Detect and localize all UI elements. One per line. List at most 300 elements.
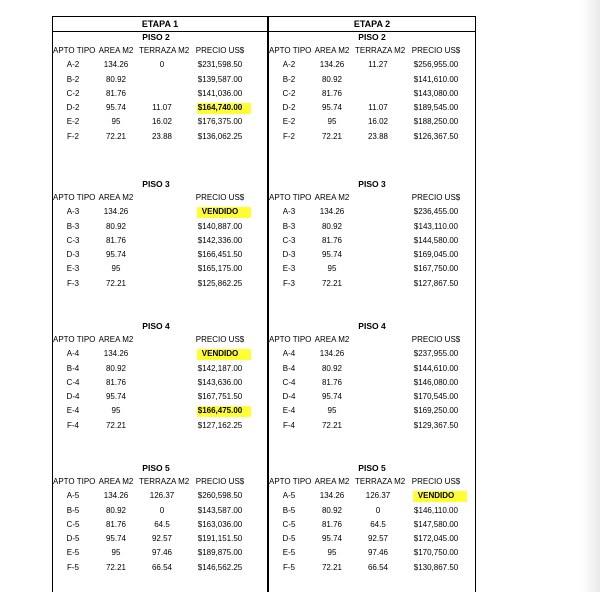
terraza-header: TERRAZA M2 [139,46,190,55]
terraza-cell: 23.88 [151,131,173,141]
area-cell: 95.74 [105,392,127,402]
table-row [53,234,259,248]
area-cell: 95.74 [321,250,343,260]
apto-cell: D-2 [282,103,296,113]
table-row [53,390,259,404]
precio-cell [185,404,255,418]
table-row [53,404,259,418]
apto-cell: F-5 [283,562,295,572]
apto-cell: F-2 [67,131,79,141]
area-cell: 72.21 [105,278,127,288]
apto-cell: D-5 [66,534,80,544]
table-row [269,347,475,361]
precio-value: VENDIDO [201,207,239,217]
precio-cell: $169,250.00 [413,406,459,416]
terraza-cell [139,347,185,361]
terraza-cell: 66.54 [367,562,389,572]
area-cell: 95.74 [105,534,127,544]
apto-cell: C-3 [66,235,80,245]
terraza-cell [139,248,185,262]
area-cell: 81.76 [321,88,343,98]
precio-cell: $127,867.50 [413,278,459,288]
precio-value: $164,740.00 [197,103,243,113]
area-cell: 95.74 [321,534,343,544]
precio-cell: $142,187.00 [197,363,243,373]
area-cell: 81.76 [321,377,343,387]
terraza-cell: 64.5 [154,519,170,529]
terraza-cell [139,362,185,376]
table-row [53,248,259,262]
terraza-cell [355,220,401,234]
terraza-cell [355,390,401,404]
apto-cell: E-2 [282,117,296,127]
table-row [269,205,475,219]
area-cell: 80.92 [105,505,127,515]
terraza-cell: 11.07 [368,103,388,113]
etapa-1-title: ETAPA 1 [141,19,179,29]
terraza-cell [355,362,401,376]
precio-cell: $142,336.00 [197,235,243,245]
piso-title: PISO 2 [142,32,170,42]
area-cell: 80.92 [105,221,127,231]
apto-cell: C-2 [66,88,80,98]
etapa-1-piso-section [53,178,259,291]
precio-cell: $139,587.00 [197,74,243,84]
terraza-cell: 0 [159,505,165,515]
terraza-header [355,191,401,205]
precio-cell: $136,062.25 [197,131,243,141]
apto-cell: B-5 [66,505,80,515]
terraza-cell [139,87,185,101]
apto-cell: B-4 [66,363,80,373]
table-row [269,561,475,575]
area-cell: 81.76 [321,235,343,245]
terraza-cell [139,404,185,418]
precio-cell: $141,610.00 [413,74,459,84]
precio-cell: $147,580.00 [413,519,459,529]
terraza-cell [139,234,185,248]
precio-cell: $146,562.25 [197,562,243,572]
precio-cell: $127,162.25 [197,420,243,430]
terraza-cell: 64.5 [370,519,386,529]
apto-cell: C-5 [282,519,296,529]
precio-cell: $170,750.00 [413,548,459,558]
terraza-cell: 0 [375,505,381,515]
precio-cell: $236,455.00 [413,207,459,217]
apto-cell: C-4 [282,377,296,387]
table-row [269,73,475,87]
apto-header: APTO TIPO [53,193,96,202]
etapa-2-piso-section [269,462,475,575]
area-cell: 95 [327,548,337,558]
terraza-cell [355,248,401,262]
area-cell: 72.21 [321,562,343,572]
apto-cell: D-4 [66,392,80,402]
precio-cell: $189,545.00 [413,103,459,113]
table-row [53,532,259,546]
table-row [53,87,259,101]
area-cell: 80.92 [321,363,343,373]
table-row [53,376,259,390]
terraza-cell [139,205,185,219]
area-cell: 95.74 [105,250,127,260]
precio-cell: $143,110.00 [414,221,458,231]
precio-cell: $188,250.00 [413,117,459,127]
apto-cell: F-2 [283,131,295,141]
apto-header: APTO TIPO [53,335,96,344]
etapa-2-title: ETAPA 2 [353,19,391,29]
area-cell: 134.26 [103,60,129,70]
area-header: AREA M2 [314,46,350,55]
table-row [53,101,259,115]
precio-cell [401,489,471,503]
area-cell: 80.92 [105,74,127,84]
precio-cell: $167,750.00 [413,264,459,274]
terraza-cell [355,87,401,101]
table-row [53,73,259,87]
table-row [269,532,475,546]
terraza-cell [139,262,185,276]
apto-cell: F-3 [67,278,79,288]
terraza-header: TERRAZA M2 [355,46,406,55]
terraza-cell: 11.27 [368,60,388,70]
table-row [269,362,475,376]
terraza-cell: 92.57 [367,534,389,544]
terraza-cell [355,347,401,361]
precio-cell: $231,598.50 [197,60,243,70]
area-cell: 134.26 [319,491,345,501]
apto-cell: D-4 [282,392,296,402]
area-cell: 134.26 [319,349,345,359]
piso-title: PISO 4 [142,321,170,331]
table-row [269,115,475,129]
area-cell: 81.76 [105,235,127,245]
table-row [53,130,259,144]
area-cell: 134.26 [103,207,129,217]
area-cell: 95.74 [105,103,127,113]
table-row [269,262,475,276]
table-row [53,277,259,291]
terraza-cell [139,220,185,234]
apto-cell: E-3 [66,264,80,274]
piso-title: PISO 3 [142,179,170,189]
etapa-1-piso-section [53,320,259,433]
terraza-cell: 97.46 [151,548,173,558]
column-header-row [269,333,475,347]
terraza-cell: 66.54 [151,562,173,572]
area-cell: 95 [327,117,337,127]
piso-title: PISO 3 [358,179,386,189]
precio-header: PRECIO US$ [411,335,461,344]
piso-title: PISO 4 [358,321,386,331]
apto-cell: D-3 [282,250,296,260]
terraza-cell: 97.46 [367,548,389,558]
apto-cell: E-4 [282,406,296,416]
apto-cell: F-3 [283,278,295,288]
apto-header: APTO TIPO [269,46,312,55]
apto-cell: F-5 [67,562,79,572]
terraza-header [355,333,401,347]
area-cell: 72.21 [321,278,343,288]
terraza-cell: 92.57 [151,534,173,544]
area-header: AREA M2 [98,46,134,55]
area-cell: 72.21 [105,562,127,572]
apto-cell: A-2 [66,60,80,70]
table-row [269,277,475,291]
area-cell: 95 [111,406,121,416]
table-row [53,518,259,532]
terraza-cell [355,205,401,219]
piso-title: PISO 5 [142,463,170,473]
area-cell: 81.76 [105,377,127,387]
table-row [269,546,475,560]
table-row [269,404,475,418]
apto-cell: C-5 [66,519,80,529]
precio-cell: $126,367.50 [413,131,459,141]
terraza-cell: 126.37 [365,491,391,501]
terraza-cell: 16.02 [367,117,389,127]
precio-header: PRECIO US$ [195,46,245,55]
apto-cell: B-5 [282,505,296,515]
apto-cell: A-5 [66,491,80,501]
table-row [269,234,475,248]
table-row [269,130,475,144]
area-cell: 72.21 [105,131,127,141]
table-row [269,58,475,72]
table-row [53,362,259,376]
precio-cell: $169,045.00 [413,250,459,260]
area-cell: 72.21 [321,420,343,430]
area-cell: 95 [327,406,337,416]
precio-cell: $146,110.00 [414,505,458,515]
area-cell: 80.92 [321,505,343,515]
precio-cell: $172,045.00 [413,534,459,544]
area-header: AREA M2 [98,335,134,344]
area-cell: 81.76 [105,519,127,529]
area-header: AREA M2 [314,335,350,344]
terraza-cell [139,419,185,433]
apto-cell: B-3 [282,221,296,231]
column-header-row [269,475,475,489]
apto-cell: D-2 [66,103,80,113]
column-header-row [53,44,259,58]
terraza-header: TERRAZA M2 [355,477,406,486]
terraza-cell: 126.37 [149,491,175,501]
table-row [53,347,259,361]
terraza-header [139,191,185,205]
area-cell: 81.76 [105,88,127,98]
area-cell: 80.92 [321,74,343,84]
area-cell: 72.21 [321,131,343,141]
apto-cell: D-3 [66,250,80,260]
table-row [269,376,475,390]
area-header: AREA M2 [314,193,350,202]
apto-cell: E-3 [282,264,296,274]
precio-cell: $141,036.00 [197,88,243,98]
etapa-1-piso-section [53,462,259,575]
precio-cell: $176,375.00 [197,117,243,127]
apto-cell: A-3 [66,207,80,217]
terraza-cell [355,73,401,87]
etapa-2-piso-section [269,31,475,144]
precio-header: PRECIO US$ [195,335,245,344]
terraza-cell [355,262,401,276]
table-row [53,504,259,518]
table-row [53,489,259,503]
apto-header: APTO TIPO [269,335,312,344]
apto-cell: B-2 [66,74,80,84]
precio-cell: $130,867.50 [413,562,459,572]
table-row [53,220,259,234]
column-header-row [269,44,475,58]
area-cell: 134.26 [319,207,345,217]
precio-cell: $140,887.00 [197,221,243,231]
area-cell: 95 [111,264,121,274]
terraza-cell: 23.88 [367,131,389,141]
precio-cell: $125,862.25 [197,278,243,288]
apto-cell: A-4 [282,349,296,359]
precio-cell: $146,080.00 [413,377,459,387]
precio-cell: $144,610.00 [413,363,459,373]
etapa-2-piso-section [269,320,475,433]
precio-cell: $189,875.00 [197,548,243,558]
precio-cell: $143,080.00 [413,88,459,98]
terraza-header [139,333,185,347]
apto-cell: A-2 [282,60,296,70]
terraza-header: TERRAZA M2 [139,477,190,486]
area-cell: 134.26 [103,349,129,359]
area-cell: 95.74 [321,103,343,113]
precio-cell: $165,175.00 [197,264,243,274]
precio-cell: $163,036.00 [197,519,243,529]
terraza-cell: 16.02 [151,117,173,127]
apto-cell: E-5 [66,548,80,558]
column-header-row [53,333,259,347]
area-cell: 81.76 [321,519,343,529]
apto-cell: F-4 [67,420,79,430]
apto-cell: B-4 [282,363,296,373]
precio-cell: $143,636.00 [197,377,243,387]
precio-cell: $237,955.00 [413,349,459,359]
precio-cell: $144,580.00 [413,235,459,245]
terraza-cell [139,376,185,390]
precio-cell: $256,955.00 [413,60,459,70]
table-row [53,58,259,72]
column-header-row [269,191,475,205]
terraza-cell [139,73,185,87]
precio-cell [185,101,255,115]
precio-cell: $260,598.50 [197,491,243,501]
precio-value: VENDIDO [417,491,455,501]
apto-cell: A-5 [282,491,296,501]
table-row [53,262,259,276]
table-row [53,419,259,433]
terraza-cell: 11.07 [152,103,172,113]
terraza-cell [355,419,401,433]
apto-cell: A-4 [66,349,80,359]
piso-title: PISO 2 [358,32,386,42]
etapa-2-piso-section [269,178,475,291]
precio-header: PRECIO US$ [195,193,245,202]
table-row [53,115,259,129]
apto-header: APTO TIPO [269,477,312,486]
terraza-cell [355,404,401,418]
apto-header: APTO TIPO [53,46,96,55]
terraza-cell: 0 [159,60,165,70]
apto-cell: D-5 [282,534,296,544]
apto-header: APTO TIPO [53,477,96,486]
apto-cell: B-3 [66,221,80,231]
area-cell: 95 [111,117,121,127]
area-header: AREA M2 [98,477,134,486]
table-row [269,101,475,115]
apto-cell: F-4 [283,420,295,430]
precio-cell: $129,367.50 [413,420,459,430]
terraza-cell [355,234,401,248]
page-edge-shadow [582,0,600,592]
table-row [269,220,475,234]
precio-header: PRECIO US$ [411,193,461,202]
table-row [53,546,259,560]
precio-header: PRECIO US$ [411,477,461,486]
terraza-cell [355,277,401,291]
apto-cell: E-5 [282,548,296,558]
area-cell: 80.92 [105,363,127,373]
precio-cell: $170,545.00 [413,392,459,402]
area-cell: 134.26 [103,491,129,501]
terraza-cell [139,277,185,291]
precio-header: PRECIO US$ [195,477,245,486]
precio-cell: $167,751.50 [197,392,243,402]
precio-cell [185,347,255,361]
apto-cell: C-4 [66,377,80,387]
terraza-cell [139,390,185,404]
precio-value: VENDIDO [201,349,239,359]
table-row [269,87,475,101]
area-cell: 95.74 [321,392,343,402]
area-header: AREA M2 [98,193,134,202]
area-header: AREA M2 [314,477,350,486]
table-row [269,504,475,518]
apto-cell: B-2 [282,74,296,84]
price-list-document [52,16,476,592]
piso-title: PISO 5 [358,463,386,473]
apto-cell: E-4 [66,406,80,416]
area-cell: 95 [111,548,121,558]
apto-cell: E-2 [66,117,80,127]
table-row [269,419,475,433]
table-row [53,205,259,219]
terraza-cell [355,376,401,390]
apto-cell: A-3 [282,207,296,217]
table-row [53,561,259,575]
apto-header: APTO TIPO [269,193,312,202]
precio-header: PRECIO US$ [411,46,461,55]
etapa-1-piso-section [53,31,259,144]
column-header-row [53,475,259,489]
area-cell: 72.21 [105,420,127,430]
area-cell: 134.26 [319,60,345,70]
precio-cell: $166,451.50 [197,250,243,260]
table-row [269,489,475,503]
precio-cell: $143,587.00 [197,505,243,515]
precio-value: $166,475.00 [197,406,243,416]
column-header-row [53,191,259,205]
precio-cell: $191,151.50 [197,534,243,544]
table-row [269,248,475,262]
area-cell: 80.92 [321,221,343,231]
table-row [269,518,475,532]
